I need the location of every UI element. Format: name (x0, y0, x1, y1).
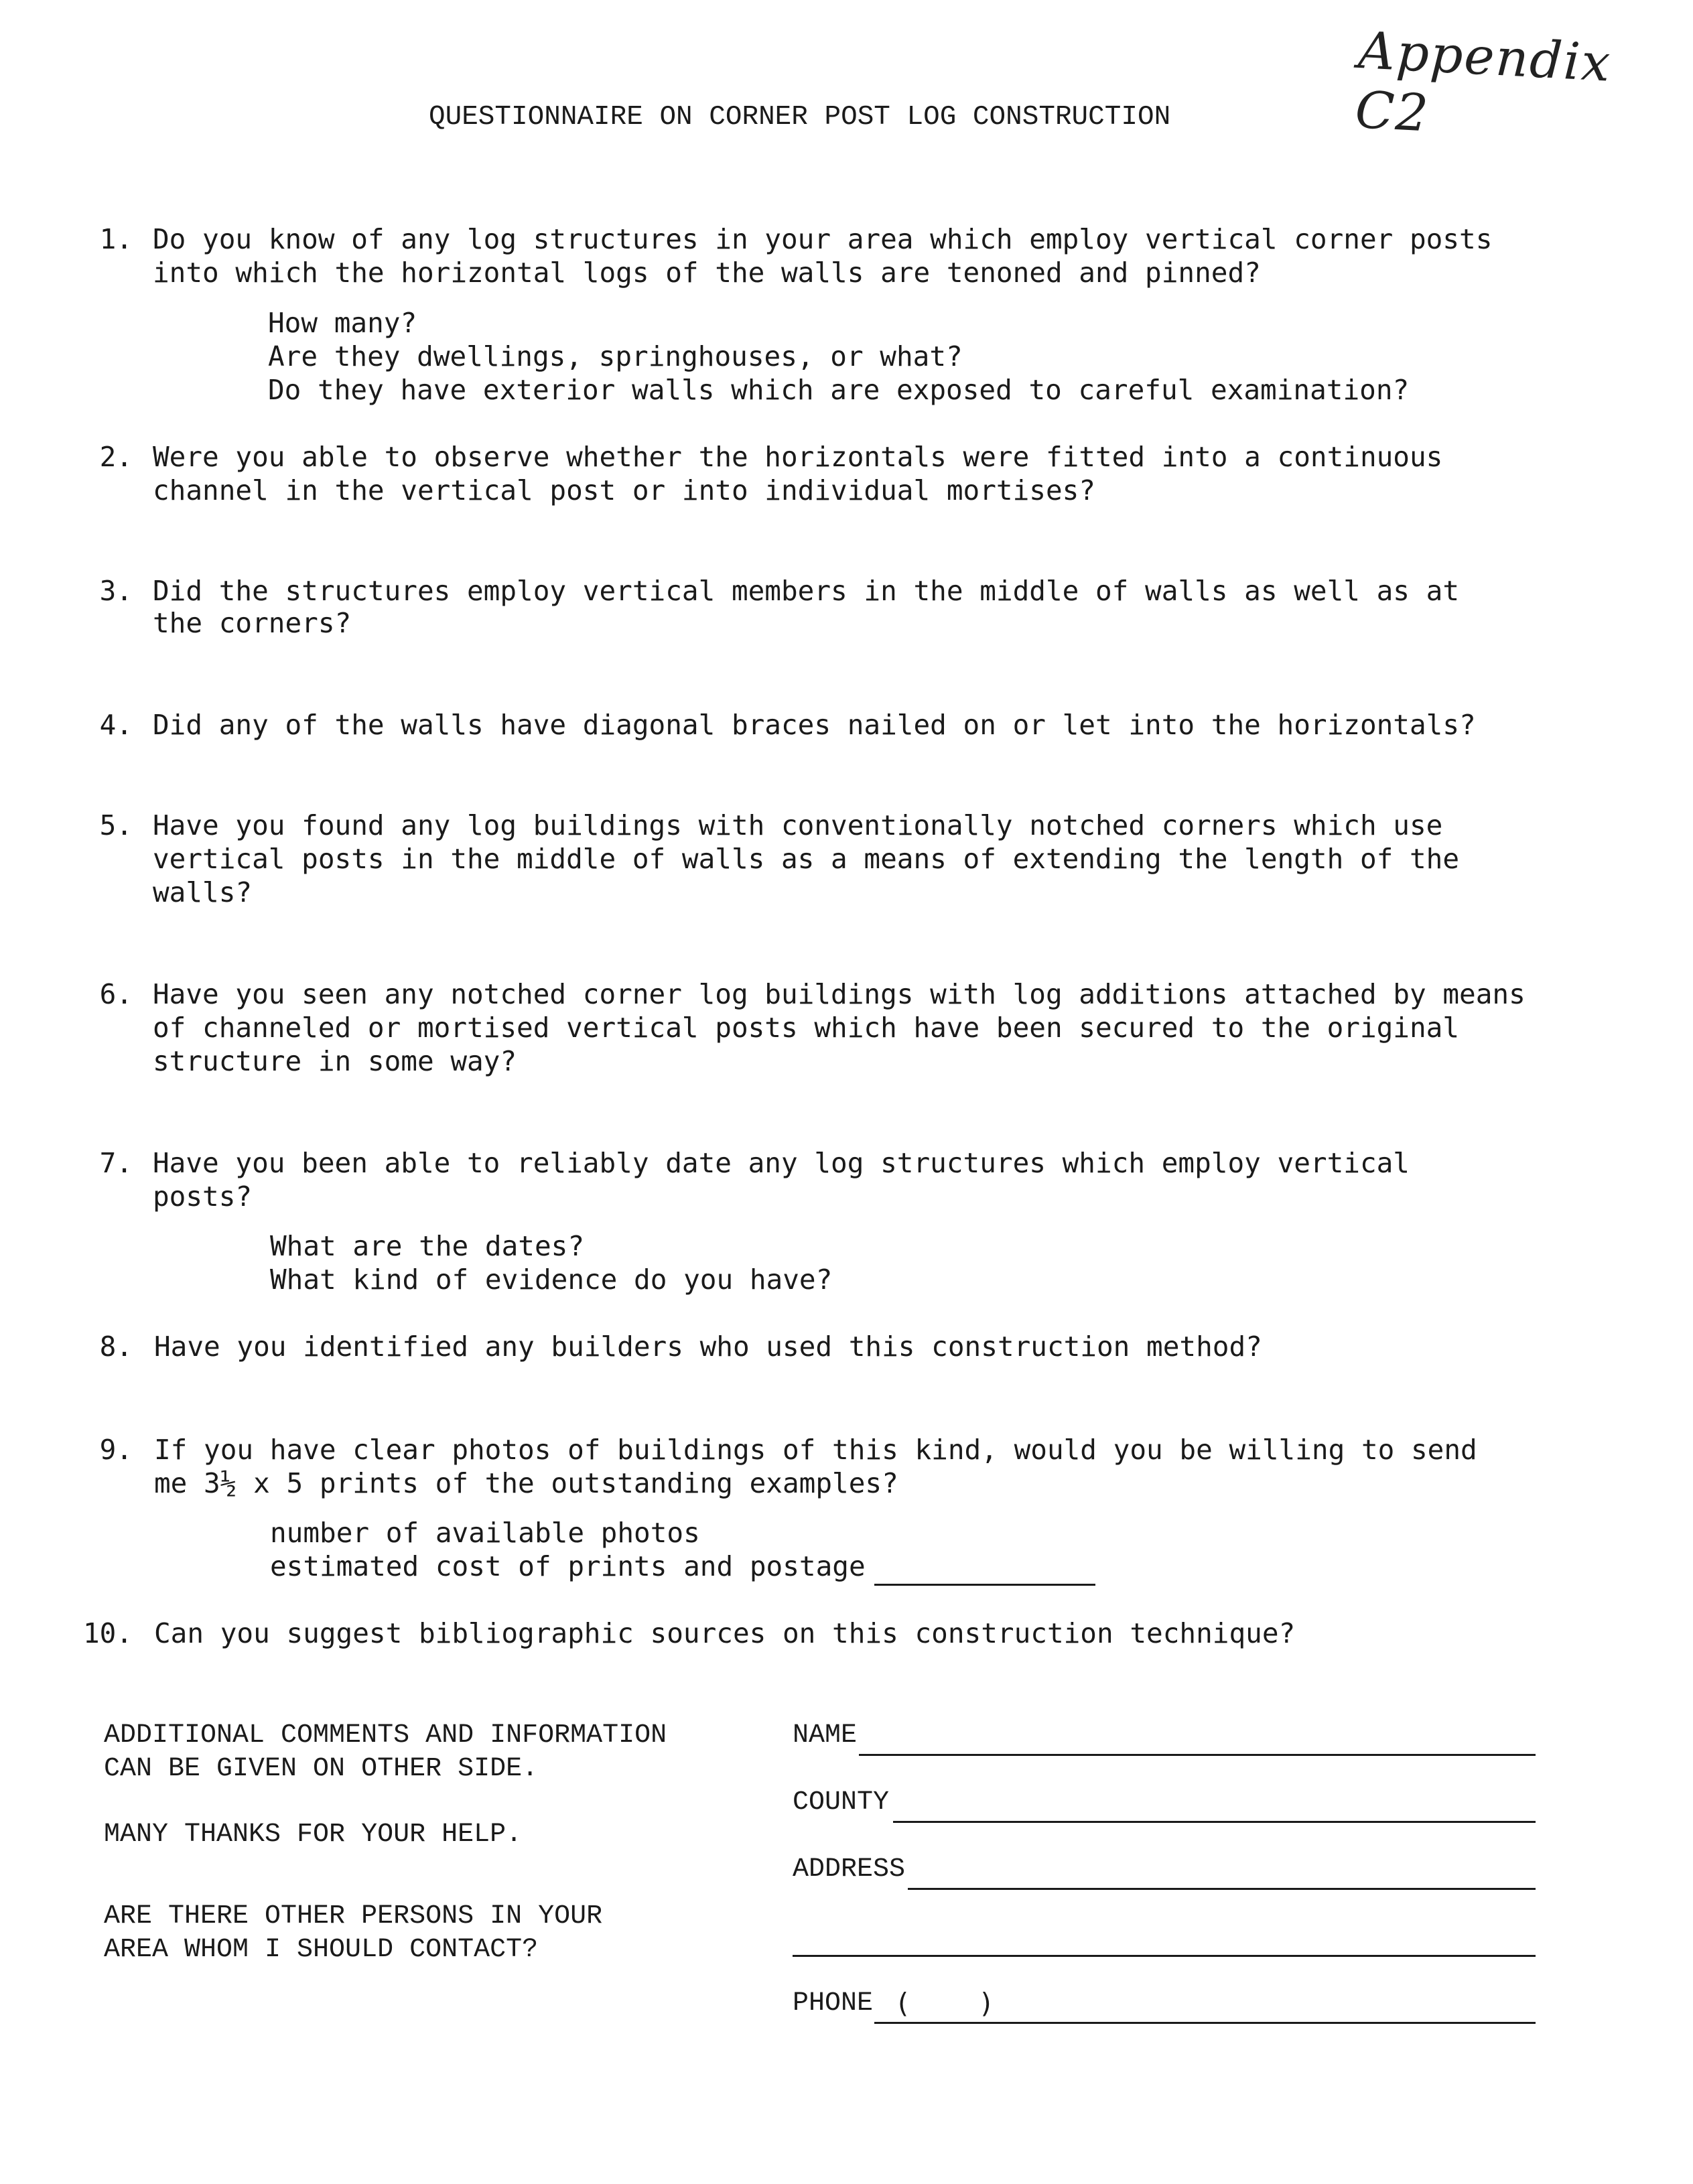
contact-question: AREA WHOM I SHOULD CONTACT? (104, 1935, 539, 1965)
contact-question: ARE THERE OTHER PERSONS IN YOUR (104, 1901, 603, 1931)
sub-question: How many? (268, 307, 417, 339)
address-line-2-field[interactable] (793, 1955, 1536, 1957)
phone-label: PHONE (793, 1988, 874, 2019)
question-text: structure in some way? (153, 1045, 517, 1077)
question-number: 9. (99, 1434, 133, 1466)
question-number: 1. (99, 223, 133, 255)
address-label: ADDRESS (793, 1854, 906, 1885)
question-text: of channeled or mortised vertical posts which have been secured to the original (153, 1012, 1460, 1044)
question-text: the corners? (153, 607, 352, 639)
question-text: Have you seen any notched corner log buildings with log additions attached by means (153, 978, 1526, 1010)
cost-answer-line[interactable] (874, 1584, 1095, 1586)
address-field[interactable] (908, 1888, 1536, 1890)
question-text: Did the structures employ vertical members in the middle of walls as well as at (153, 575, 1460, 607)
question-text: posts? (153, 1180, 253, 1213)
question-number: 8. (99, 1330, 133, 1363)
question-number: 5. (99, 809, 133, 841)
sub-question: Are they dwellings, springhouses, or what? (268, 340, 963, 372)
thanks-note: MANY THANKS FOR YOUR HELP. (104, 1820, 523, 1850)
question-text: walls? (153, 876, 253, 908)
county-field[interactable] (893, 1821, 1536, 1823)
name-label: NAME (793, 1720, 858, 1751)
sub-question: Do they have exterior walls which are exposed to careful examination? (268, 374, 1410, 406)
sub-question: number of available photos (270, 1517, 700, 1549)
question-text: Were you able to observe whether the horizontals were fitted into a continuous (153, 441, 1443, 473)
question-text: Have you identified any builders who used this construction method? (154, 1330, 1262, 1363)
sub-question: estimated cost of prints and postage (270, 1550, 866, 1582)
question-text: into which the horizontal logs of the walls are tenoned and pinned? (153, 257, 1261, 289)
page-title: QUESTIONNAIRE ON CORNER POST LOG CONSTRUCTION (429, 102, 1171, 133)
question-number: 7. (99, 1147, 133, 1179)
county-label: COUNTY (793, 1787, 890, 1818)
phone-area-open: ( (894, 1987, 911, 2019)
question-text: channel in the vertical post or into individual mortises? (153, 474, 1095, 506)
sub-question: What kind of evidence do you have? (270, 1264, 833, 1296)
question-text: Do you know of any log structures in your area which employ vertical corner posts (153, 223, 1493, 255)
question-number: 3. (99, 575, 133, 607)
question-number: 10. (82, 1617, 133, 1649)
question-text: If you have clear photos of buildings of this kind, would you be willing to send (154, 1434, 1477, 1466)
name-field[interactable] (859, 1754, 1536, 1756)
question-number: 6. (99, 978, 133, 1010)
phone-area-close: ) (978, 1987, 995, 2019)
question-text: Did any of the walls have diagonal braces nailed on or let into the horizontals? (153, 709, 1476, 741)
question-text: Can you suggest bibliographic sources on this construction technique? (154, 1617, 1296, 1649)
sub-question: What are the dates? (270, 1230, 584, 1262)
question-text: me 3½ x 5 prints of the outstanding examples? (154, 1467, 898, 1499)
question-number: 4. (99, 709, 133, 741)
question-number: 2. (99, 441, 133, 473)
handwritten-annotation: Appendix C2 (1353, 20, 1613, 143)
question-text: vertical posts in the middle of walls as a means of extending the length of the (153, 843, 1460, 875)
phone-field[interactable] (874, 2022, 1536, 2024)
question-text: Have you found any log buildings with conventionally notched corners which use (153, 809, 1443, 841)
question-text: Have you been able to reliably date any log structures which employ vertical (153, 1147, 1410, 1179)
comments-note: CAN BE GIVEN ON OTHER SIDE. (104, 1754, 539, 1784)
comments-note: ADDITIONAL COMMENTS AND INFORMATION (104, 1720, 667, 1751)
